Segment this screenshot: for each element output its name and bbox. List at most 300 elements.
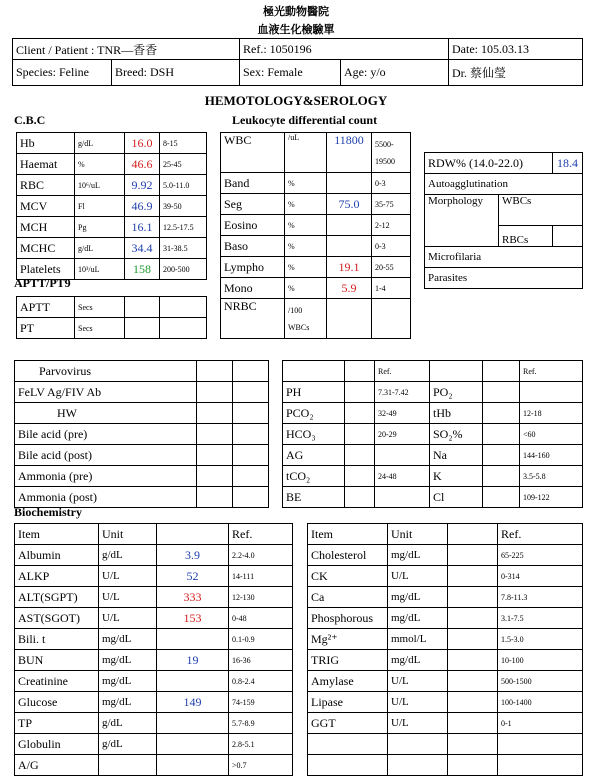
gas-value xyxy=(345,382,375,403)
gas-param: HCO₃ xyxy=(283,424,345,445)
gas-param xyxy=(283,361,345,382)
table-row xyxy=(15,629,293,650)
bio-value xyxy=(448,734,498,755)
serology-test: Bile acid (pre) xyxy=(15,424,197,445)
cbc-value: 16.0 xyxy=(125,133,160,154)
bio-value xyxy=(157,671,229,692)
gas-value xyxy=(483,445,520,466)
cbc-name: Hb xyxy=(17,133,75,154)
table-row xyxy=(15,566,293,587)
leuko-value xyxy=(327,215,372,236)
table-row xyxy=(283,487,583,508)
bio-unit: mg/dL xyxy=(99,692,157,713)
gas-param: tCO₂ xyxy=(283,466,345,487)
bio-ref: 0.1-0.9 xyxy=(229,629,293,650)
cbc-value: 34.4 xyxy=(125,238,160,259)
table-row xyxy=(15,713,293,734)
leuko-unit: % xyxy=(285,194,327,215)
bio-item: Ca xyxy=(308,587,388,608)
gas-ref: 20-29 xyxy=(375,424,430,445)
serology-result xyxy=(197,361,233,382)
bio-value: 333 xyxy=(157,587,229,608)
bio-ref: 0.8-2.4 xyxy=(229,671,293,692)
leuko-name: Mono xyxy=(221,278,285,299)
apt-ref xyxy=(160,297,207,318)
cbc-name: Platelets xyxy=(17,259,75,280)
gas-value xyxy=(483,466,520,487)
bio-unit: g/dL xyxy=(99,734,157,755)
nrbc-unit-1: /100 xyxy=(288,305,303,315)
bio-item: Phosphorous xyxy=(308,608,388,629)
leuko-value: 5.9 xyxy=(327,278,372,299)
table-row xyxy=(15,671,293,692)
apt-value xyxy=(125,318,160,339)
gas-ref: 24-48 xyxy=(375,466,430,487)
wbc-value: 11800 xyxy=(327,133,372,173)
age: Age: y/o xyxy=(341,60,449,86)
report-date: Date: 105.03.13 xyxy=(449,39,583,60)
gas-param: SO₂% xyxy=(430,424,483,445)
bio-item xyxy=(308,755,388,776)
bio-value xyxy=(448,545,498,566)
microfilaria: Microfilaria xyxy=(425,247,583,268)
table-row xyxy=(308,734,583,755)
bio-unit: mg/dL xyxy=(388,608,448,629)
table-row xyxy=(15,608,293,629)
bio-value xyxy=(448,608,498,629)
species: Species: Feline xyxy=(13,60,112,86)
nrbc-ref xyxy=(372,299,411,339)
gas-value xyxy=(345,424,375,445)
leuko-title: Leukocyte differential count xyxy=(232,113,378,127)
header-ref: Ref. xyxy=(498,524,583,545)
bio-value xyxy=(157,755,229,776)
table-row xyxy=(308,629,583,650)
section-title: HEMOTOLOGY&SEROLOGY xyxy=(204,93,388,108)
leuko-ref: 0-3 xyxy=(372,173,411,194)
table-row xyxy=(15,734,293,755)
gas-ref: Ref. xyxy=(375,361,430,382)
table-row xyxy=(308,608,583,629)
morphology-wbcs: WBCs xyxy=(499,195,583,226)
leuko-name: Eosino xyxy=(221,215,285,236)
gas-value xyxy=(483,487,520,508)
cbc-unit: g/dL xyxy=(75,238,125,259)
bio-ref xyxy=(498,755,583,776)
leuko-value xyxy=(327,236,372,257)
bio-ref: 500-1500 xyxy=(498,671,583,692)
leuko-unit: % xyxy=(285,215,327,236)
bio-unit: mg/dL xyxy=(388,650,448,671)
gas-param: PH xyxy=(283,382,345,403)
header-value xyxy=(448,524,498,545)
table-row xyxy=(221,215,411,236)
cbc-unit: Pg xyxy=(75,217,125,238)
breed: Breed: DSH xyxy=(112,60,240,86)
cbc-value: 158 xyxy=(125,259,160,280)
cbc-unit: 10³/uL xyxy=(75,259,125,280)
table-row xyxy=(308,587,583,608)
bio-value: 52 xyxy=(157,566,229,587)
bio-ref: 74-159 xyxy=(229,692,293,713)
leuko-value: 75.0 xyxy=(327,194,372,215)
bio-ref: 65-225 xyxy=(498,545,583,566)
serology-result xyxy=(233,424,269,445)
serology-result xyxy=(233,403,269,424)
gas-value xyxy=(345,361,375,382)
cbc-unit: g/dL xyxy=(75,133,125,154)
cbc-unit: Fl xyxy=(75,196,125,217)
leuko-name: Band xyxy=(221,173,285,194)
gas-param: Cl xyxy=(430,487,483,508)
cbc-ref: 12.5-17.5 xyxy=(160,217,207,238)
table-row xyxy=(15,424,269,445)
bio-unit: U/L xyxy=(388,692,448,713)
bio-item: Lipase xyxy=(308,692,388,713)
bio-unit: U/L xyxy=(388,713,448,734)
serology-result xyxy=(233,466,269,487)
table-row xyxy=(15,466,269,487)
apt-name: APTT xyxy=(17,297,75,318)
cbc-value: 9.92 xyxy=(125,175,160,196)
leuko-value: 19.1 xyxy=(327,257,372,278)
gas-ref: 7.31-7.42 xyxy=(375,382,430,403)
table-row xyxy=(15,361,269,382)
serology-result xyxy=(197,487,233,508)
bio-value xyxy=(157,713,229,734)
bio-unit: U/L xyxy=(388,566,448,587)
bio-ref: >0.7 xyxy=(229,755,293,776)
gas-value xyxy=(345,403,375,424)
blood-gas-table xyxy=(282,360,583,508)
bio-value xyxy=(448,587,498,608)
table-row xyxy=(15,403,269,424)
gas-value xyxy=(483,382,520,403)
gas-value xyxy=(483,403,520,424)
bio-ref: 0-1 xyxy=(498,713,583,734)
morphology-label: Morphology xyxy=(425,195,499,247)
bio-ref: 100-1400 xyxy=(498,692,583,713)
table-row xyxy=(17,238,207,259)
table-row xyxy=(17,318,207,339)
autoagglutination: Autoagglutination xyxy=(425,174,583,195)
bio-ref: 3.1-7.5 xyxy=(498,608,583,629)
table-row xyxy=(17,196,207,217)
bio-unit: U/L xyxy=(99,608,157,629)
bio-unit: mg/dL xyxy=(388,587,448,608)
bio-item: ALT(SGPT) xyxy=(15,587,99,608)
cbc-ref: 8-15 xyxy=(160,133,207,154)
leuko-unit: % xyxy=(285,236,327,257)
gas-ref xyxy=(375,487,430,508)
gas-ref xyxy=(520,382,583,403)
bio-item: Amylase xyxy=(308,671,388,692)
table-row xyxy=(17,217,207,238)
gas-param: BE xyxy=(283,487,345,508)
gas-param: AG xyxy=(283,445,345,466)
bio-title: Biochemistry xyxy=(14,505,82,519)
bio-item: Cholesterol xyxy=(308,545,388,566)
bio-unit: U/L xyxy=(99,566,157,587)
bio-value xyxy=(448,671,498,692)
leuko-ref: 35-75 xyxy=(372,194,411,215)
bio-ref: 12-130 xyxy=(229,587,293,608)
bio-value: 3.9 xyxy=(157,545,229,566)
nrbc-name: NRBC xyxy=(221,299,285,339)
serology-test: HW xyxy=(15,403,197,424)
patient-info-table xyxy=(12,38,583,86)
bio-ref: 16-36 xyxy=(229,650,293,671)
table-row xyxy=(308,755,583,776)
bio-ref: 14-111 xyxy=(229,566,293,587)
table-row xyxy=(17,297,207,318)
gas-ref: 144-160 xyxy=(520,445,583,466)
apt-value xyxy=(125,297,160,318)
gas-param xyxy=(430,361,483,382)
table-row xyxy=(17,154,207,175)
apt-table xyxy=(16,296,207,339)
wbc-ref xyxy=(372,133,411,173)
gas-param: Na xyxy=(430,445,483,466)
clinic-name: 極光動物醫院 xyxy=(263,6,329,18)
bio-unit: mg/dL xyxy=(99,650,157,671)
table-row xyxy=(15,545,293,566)
cbc-unit: 10⁶/uL xyxy=(75,175,125,196)
cbc-name: MCHC xyxy=(17,238,75,259)
bio-value xyxy=(448,566,498,587)
bio-ref: 7.8-11.3 xyxy=(498,587,583,608)
bio-value xyxy=(448,713,498,734)
table-row xyxy=(17,133,207,154)
gas-ref: <60 xyxy=(520,424,583,445)
table-row xyxy=(221,257,411,278)
cbc-name: MCV xyxy=(17,196,75,217)
bio-value xyxy=(448,692,498,713)
rdw-value: 18.4 xyxy=(553,153,583,174)
table-row xyxy=(283,382,583,403)
table-row xyxy=(283,445,583,466)
cbc-name: RBC xyxy=(17,175,75,196)
table-row xyxy=(15,382,269,403)
bio-unit: mg/dL xyxy=(388,545,448,566)
bio-ref: 0-314 xyxy=(498,566,583,587)
serology-test: FeLV Ag/FIV Ab xyxy=(15,382,197,403)
bio-value xyxy=(448,755,498,776)
cbc-name: Haemat xyxy=(17,154,75,175)
header-value xyxy=(157,524,229,545)
table-row xyxy=(308,545,583,566)
cbc-title: C.B.C xyxy=(14,113,46,127)
bio-item: Creatinine xyxy=(15,671,99,692)
bio-unit xyxy=(99,755,157,776)
leuko-ref: 0-3 xyxy=(372,236,411,257)
bio-ref: 0-48 xyxy=(229,608,293,629)
header-item: Item xyxy=(15,524,99,545)
table-row xyxy=(221,299,411,339)
table-row xyxy=(15,587,293,608)
header-unit: Unit xyxy=(388,524,448,545)
header-ref: Ref. xyxy=(229,524,293,545)
bio-item: TRIG xyxy=(308,650,388,671)
parasites: Parasites xyxy=(425,268,583,289)
serology-test: Ammonia (pre) xyxy=(15,466,197,487)
leuko-value xyxy=(327,173,372,194)
cbc-unit: % xyxy=(75,154,125,175)
gas-ref: 109-122 xyxy=(520,487,583,508)
table-row xyxy=(308,650,583,671)
cbc-ref: 200-500 xyxy=(160,259,207,280)
serology-result xyxy=(233,487,269,508)
biochem-table-right xyxy=(307,523,583,776)
morphology-rbcs: RBCs xyxy=(499,226,553,247)
leukocyte-table xyxy=(220,132,411,339)
bio-unit xyxy=(388,734,448,755)
table-row xyxy=(283,466,583,487)
table-row xyxy=(308,566,583,587)
nrbc-unit xyxy=(285,299,327,339)
table-row xyxy=(308,692,583,713)
table-row xyxy=(15,755,293,776)
bio-unit: mg/dL xyxy=(99,671,157,692)
gas-param: PO₂ xyxy=(430,382,483,403)
leuko-unit: % xyxy=(285,173,327,194)
table-row xyxy=(221,173,411,194)
form-title: 血液生化檢驗單 xyxy=(257,24,335,36)
bio-item: Glucose xyxy=(15,692,99,713)
serology-test: Ammonia (post) xyxy=(15,487,197,508)
table-row xyxy=(283,361,583,382)
gas-value xyxy=(345,445,375,466)
cbc-ref: 5.0-11.0 xyxy=(160,175,207,196)
header-unit: Unit xyxy=(99,524,157,545)
gas-ref xyxy=(375,445,430,466)
serology-result xyxy=(197,382,233,403)
cbc-table xyxy=(16,132,207,280)
bio-item: AST(SGOT) xyxy=(15,608,99,629)
leuko-ref: 2-12 xyxy=(372,215,411,236)
apt-name: PT xyxy=(17,318,75,339)
table-row xyxy=(221,236,411,257)
table-row xyxy=(15,524,293,545)
serology-test: Parvovirus xyxy=(15,361,197,382)
table-row xyxy=(15,692,293,713)
gas-value xyxy=(483,361,520,382)
serology-result xyxy=(233,382,269,403)
bio-item: Mg²⁺ xyxy=(308,629,388,650)
serology-table xyxy=(14,360,269,508)
apt-unit: Secs xyxy=(75,318,125,339)
bio-item: ALKP xyxy=(15,566,99,587)
bio-value: 19 xyxy=(157,650,229,671)
bio-value: 153 xyxy=(157,608,229,629)
table-row xyxy=(308,671,583,692)
bio-unit: mg/dL xyxy=(99,629,157,650)
bio-item: Bili. t xyxy=(15,629,99,650)
ref-number: Ref.: 1050196 xyxy=(240,39,449,60)
leuko-unit: % xyxy=(285,257,327,278)
gas-param: tHb xyxy=(430,403,483,424)
bio-unit: g/dL xyxy=(99,713,157,734)
bio-unit xyxy=(388,755,448,776)
table-row xyxy=(221,194,411,215)
bio-item: Albumin xyxy=(15,545,99,566)
serology-result xyxy=(233,361,269,382)
doctor: Dr. 蔡仙瑩 xyxy=(449,60,583,86)
serology-result xyxy=(197,403,233,424)
rdw-table xyxy=(424,152,583,289)
cbc-ref: 39-50 xyxy=(160,196,207,217)
gas-param: PCO₂ xyxy=(283,403,345,424)
leuko-ref: 20-55 xyxy=(372,257,411,278)
table-row xyxy=(308,524,583,545)
table-row xyxy=(283,424,583,445)
bio-ref: 5.7-8.9 xyxy=(229,713,293,734)
table-row xyxy=(17,175,207,196)
bio-item: GGT xyxy=(308,713,388,734)
apt-title: APTT/PT9 xyxy=(14,276,71,290)
wbc-unit: /uL xyxy=(285,133,327,173)
leuko-ref: 1-4 xyxy=(372,278,411,299)
sex: Sex: Female xyxy=(240,60,341,86)
bio-value xyxy=(157,629,229,650)
cbc-ref: 25-45 xyxy=(160,154,207,175)
client-patient: Client / Patient : TNR—香香 xyxy=(13,39,240,60)
table-row xyxy=(15,650,293,671)
leuko-unit: % xyxy=(285,278,327,299)
bio-item: Globulin xyxy=(15,734,99,755)
wbc-ref-high: 19500 xyxy=(375,156,395,166)
table-row xyxy=(15,445,269,466)
apt-unit: Secs xyxy=(75,297,125,318)
gas-value xyxy=(345,466,375,487)
serology-result xyxy=(197,466,233,487)
serology-test: Bile acid (post) xyxy=(15,445,197,466)
bio-value xyxy=(448,629,498,650)
cbc-value: 46.6 xyxy=(125,154,160,175)
bio-value: 149 xyxy=(157,692,229,713)
serology-result xyxy=(197,445,233,466)
gas-value xyxy=(483,424,520,445)
bio-value xyxy=(448,650,498,671)
bio-ref: 1.5-3.0 xyxy=(498,629,583,650)
bio-unit: U/L xyxy=(99,587,157,608)
table-row xyxy=(283,403,583,424)
wbc-name: WBC xyxy=(221,133,285,173)
serology-result xyxy=(233,445,269,466)
bio-ref: 10-100 xyxy=(498,650,583,671)
leuko-name: Seg xyxy=(221,194,285,215)
serology-result xyxy=(197,424,233,445)
table-row xyxy=(308,713,583,734)
bio-ref xyxy=(498,734,583,755)
bio-value xyxy=(157,734,229,755)
header-item: Item xyxy=(308,524,388,545)
gas-ref: 32-49 xyxy=(375,403,430,424)
wbc-ref-low: 5500- xyxy=(375,139,394,149)
gas-ref: 12-18 xyxy=(520,403,583,424)
bio-item: A/G xyxy=(15,755,99,776)
cbc-value: 16.1 xyxy=(125,217,160,238)
bio-item: TP xyxy=(15,713,99,734)
gas-ref: Ref. xyxy=(520,361,583,382)
apt-ref xyxy=(160,318,207,339)
nrbc-value xyxy=(327,299,372,339)
gas-value xyxy=(345,487,375,508)
cbc-ref: 31-38.5 xyxy=(160,238,207,259)
biochem-table-left xyxy=(14,523,293,776)
bio-unit: U/L xyxy=(388,671,448,692)
cbc-value: 46.9 xyxy=(125,196,160,217)
